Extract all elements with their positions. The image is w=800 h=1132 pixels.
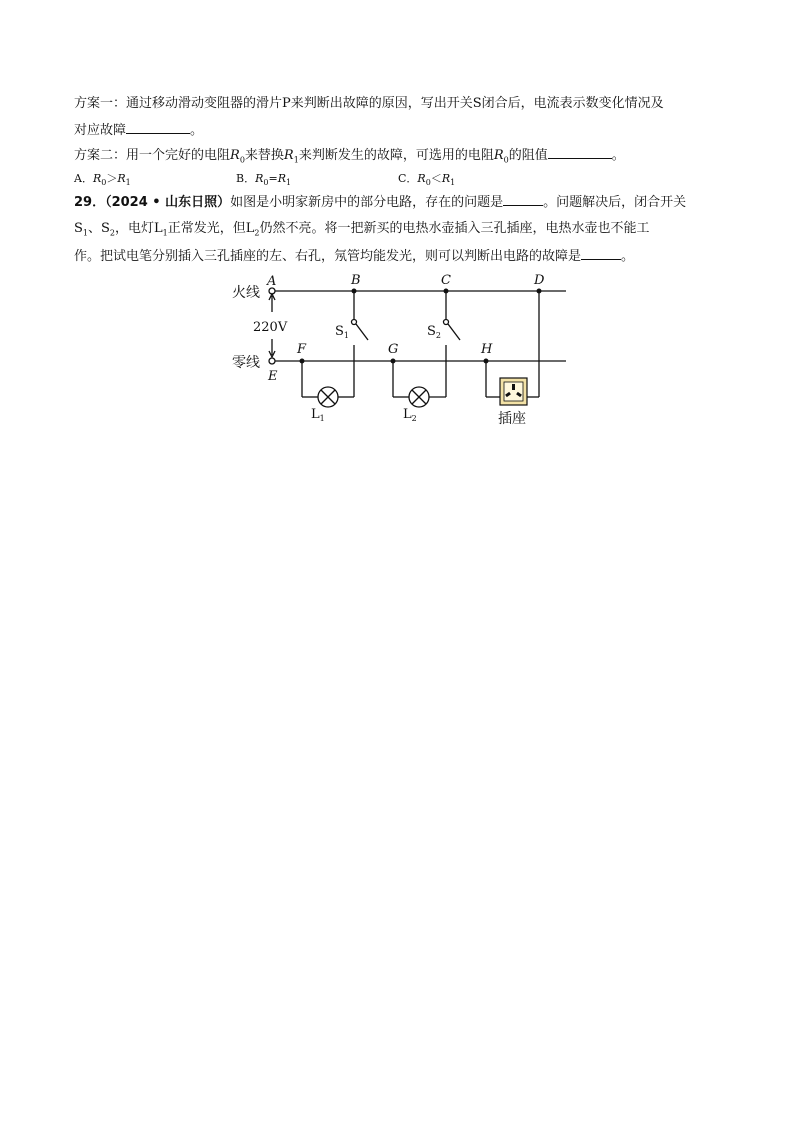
question-number: 29． [74, 195, 106, 210]
node-c-dot [444, 289, 449, 294]
lamp-l2-sub: 2 [411, 414, 417, 423]
plan1-text: 方案一：通过移动滑动变阻器的滑片P来判断出故障的原因，写出开关S闭合后，电流表示数变化情况及 [74, 96, 664, 111]
question-source: （2024 • 山东日照） [105, 195, 231, 210]
q29-s2: S [101, 221, 110, 236]
plan1-text2: 对应故障 [74, 123, 127, 138]
node-h-label: H [481, 342, 493, 357]
switch-s1-pivot [352, 320, 357, 325]
option-a-r0-sub: 0 [101, 178, 107, 188]
lamp-l1-label [311, 407, 325, 423]
option-a-label: A． [74, 172, 93, 185]
option-c-r1: R [441, 172, 451, 185]
option-a-r0: R [92, 172, 102, 185]
node-d-label: D [534, 273, 545, 288]
q29-l1-sub: 1 [162, 228, 168, 238]
live-wire-label: 火线 [232, 285, 260, 301]
q29-s1-sub: 1 [82, 228, 88, 238]
switch-s2-pivot [444, 320, 449, 325]
switch-s1-blade [356, 324, 368, 340]
option-c-r1-sub: 1 [450, 178, 456, 188]
option-b-rel: = [268, 172, 278, 185]
option-b-r1-sub: 1 [286, 178, 292, 188]
r0-sub-2: 0 [503, 155, 509, 165]
q29-text3: 作。把试电笔分别插入三孔插座的左、右孔，氖管均能发光，则可以判断出电路的故障是 [74, 249, 582, 264]
terminal-e [269, 358, 275, 364]
switch-s2-letter: S [427, 324, 436, 339]
circuit-diagram [0, 0, 800, 440]
q29-s1: S [74, 221, 83, 236]
q29-l1: L [154, 221, 163, 236]
switch-s1-letter: S [335, 324, 344, 339]
r0-symbol: R [230, 148, 240, 163]
node-b-dot [352, 289, 357, 294]
option-c-rel: ＜ [430, 172, 442, 185]
node-g-label: G [388, 342, 399, 357]
node-f-dot [300, 359, 305, 364]
switch-s2-label [427, 324, 441, 340]
option-c-label: C． [398, 172, 418, 185]
q29-l2-sub: 2 [254, 228, 260, 238]
option-c-r0-sub: 0 [425, 178, 431, 188]
socket-icon [500, 378, 527, 405]
switch-s1-sub: 1 [343, 331, 349, 340]
socket-label: 插座 [498, 411, 526, 427]
option-b-label: B． [236, 172, 256, 185]
plan2-end: 。 [611, 148, 625, 163]
r0-sub: 0 [239, 155, 245, 165]
option-c-r0: R [417, 172, 426, 185]
plan2-mid3: 的阻值 [508, 148, 548, 163]
node-b-label: B [351, 273, 361, 288]
voltage-label: 220V [253, 320, 288, 335]
switch-s2-sub: 2 [435, 331, 441, 340]
node-a-label: A [267, 274, 277, 289]
node-h-dot [484, 359, 489, 364]
switch-s1-label [335, 324, 349, 340]
r1-sub: 1 [293, 155, 299, 165]
lamp-l2-label [403, 407, 417, 423]
q29-mid-b: 正常发光，但 [167, 221, 246, 236]
node-d-dot [537, 289, 542, 294]
node-f-label: F [297, 342, 307, 357]
q29-text1b: 。问题解决后，闭合开关 [543, 195, 687, 210]
neutral-wire-label: 零线 [232, 355, 260, 371]
q29-mid-c: 仍然不亮。将一把新买的电热水壶插入三孔插座，电热水壶也不能工 [259, 221, 650, 236]
q29-end: 。 [621, 249, 635, 264]
option-a-r1-sub: 1 [125, 178, 131, 188]
option-a-r1: R [117, 172, 126, 185]
q29-mid-a: ，电灯 [115, 221, 155, 236]
option-a-rel: ＞ [106, 172, 118, 185]
r0-symbol-2: R [493, 148, 504, 163]
switch-s2-blade [448, 324, 460, 340]
q29-sep: 、 [88, 221, 102, 236]
node-g-dot [391, 359, 396, 364]
node-c-label: C [441, 273, 451, 288]
node-e-label: E [268, 369, 278, 384]
q29-s2-sub: 2 [109, 228, 116, 238]
lamp-l2-letter: L [403, 407, 412, 422]
option-b-r0-sub: 0 [263, 178, 269, 188]
q29-l2: L [245, 221, 255, 236]
plan2-mid1: 来替换 [244, 148, 284, 163]
option-b-r1: R [277, 172, 286, 185]
option-b-r0: R [255, 172, 264, 185]
r1-symbol: R [283, 148, 294, 163]
lamp-l1-sub: 1 [319, 414, 325, 423]
plan2-prefix: 方案二：用一个完好的电阻 [74, 148, 231, 163]
lamp-l1-letter: L [311, 407, 320, 422]
q29-text1: 如图是小明家新房中的部分电路，存在的问题是 [230, 195, 504, 210]
plan1-end: 。 [190, 123, 204, 138]
plan2-mid2: 来判断发生的故障，可选用的电阻 [298, 148, 494, 163]
